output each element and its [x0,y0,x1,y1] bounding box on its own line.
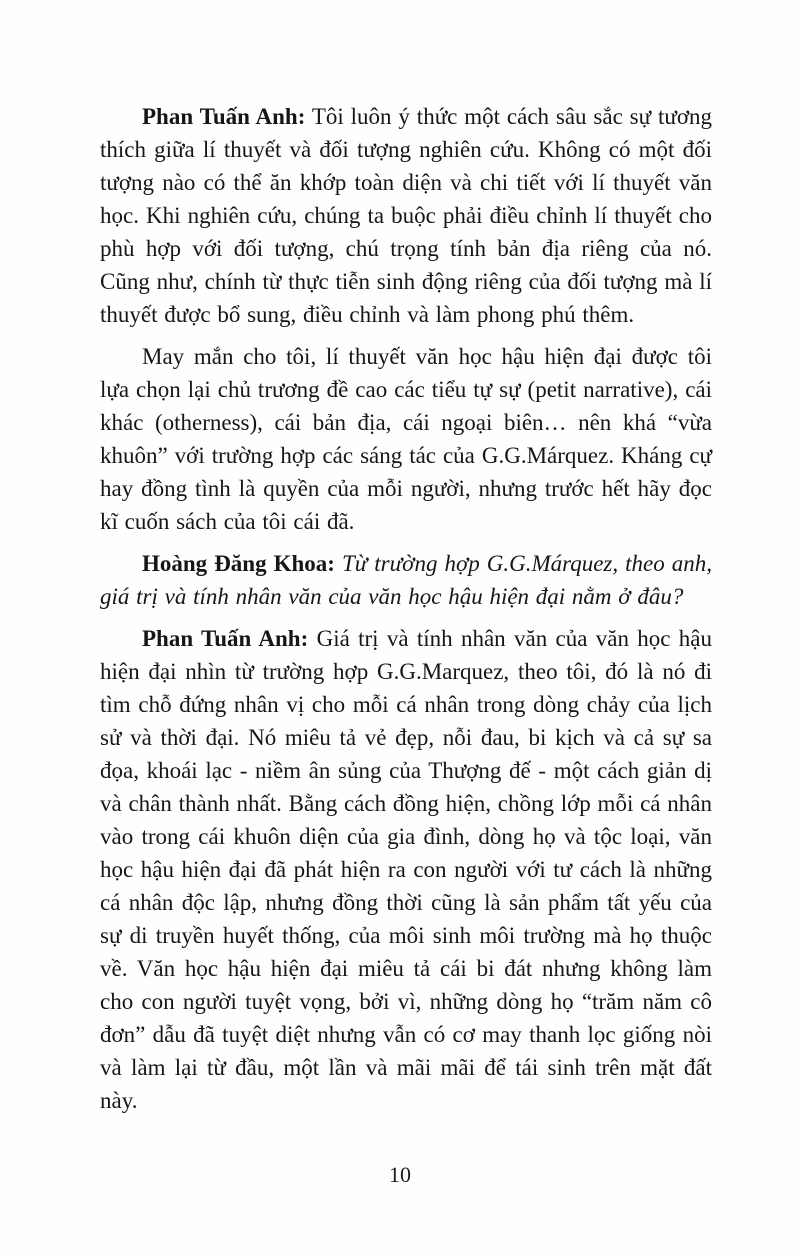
dialogue-paragraph [100,100,712,331]
speaker-name: Hoàng Đăng Khoa: [142,551,335,576]
paragraph-text: Tôi luôn ý thức một cách sâu sắc sự tương thích giữa lí thuyết và đối tượng nghiên cứu. Không có một đối tượng nào có thể ăn khớp toàn diện và chi tiết với lí thuyết văn học. Khi nghiên cứu, chúng ta buộc phải điều chỉnh lí thuyết cho phù hợp với đối tượng, chú trọng tính bản địa riêng của nó. Cũng như, chính từ thực tiễn sinh động riêng của đối tượng mà lí thuyết được bổ sung, điều chỉnh và làm phong phú thêm. [100,104,712,327]
dialogue-paragraph [100,547,712,613]
paragraph-text: Giá trị và tính nhân văn của văn học hậu hiện đại nhìn từ trường hợp G.G.Marquez, theo tôi, đó là nó đi tìm chỗ đứng nhân vị cho mỗi cá nhân trong dòng chảy của lịch sử và thời đại. Nó miêu tả vẻ đẹp, nỗi đau, bi kịch và cả sự sa đọa, khoái lạc - niềm ân sủng của Thượng đế - một cách giản dị và chân thành nhất. Bằng cách đồng hiện, chồng lớp mỗi cá nhân vào trong cái khuôn diện của gia đình, dòng họ và tộc loại, văn học hậu hiện đại đã phát hiện ra con người với tư cách là những cá nhân độc lập, nhưng đồng thời cũng là sản phẩm tất yếu của sự di truyền huyết thống, của môi sinh môi trường mà họ thuộc về. Văn học hậu hiện đại miêu tả cái bi đát nhưng không làm cho con người tuyệt vọng, bởi vì, những dòng họ “trăm năm cô đơn” dẫu đã tuyệt diệt nhưng vẫn có cơ may thanh lọc giống nòi và làm lại từ đầu, một lần và mãi mãi để tái sinh trên mặt đất này. [100,626,712,1113]
dialogue-paragraph [100,622,712,1117]
page-text-block [100,100,712,1126]
paragraph-text: Từ trường hợp G.G.Márquez, theo anh, giá trị và tính nhân văn của văn học hậu hiện đại nằm ở đâu? [100,551,712,609]
dialogue-paragraph [100,340,712,538]
speaker-name: Phan Tuấn Anh: [142,104,306,129]
speaker-name: Phan Tuấn Anh: [142,626,309,651]
paragraph-text: May mắn cho tôi, lí thuyết văn học hậu hiện đại được tôi lựa chọn lại chủ trương đề cao các tiểu tự sự (petit narrative), cái khác (otherness), cái bản địa, cái ngoại biên… nên khá “vừa khuôn” với trường hợp các sáng tác của G.G.Márquez. Kháng cự hay đồng tình là quyền của mỗi người, nhưng trước hết hãy đọc kĩ cuốn sách của tôi cái đã. [100,344,712,534]
page-number: 10 [389,1162,411,1187]
